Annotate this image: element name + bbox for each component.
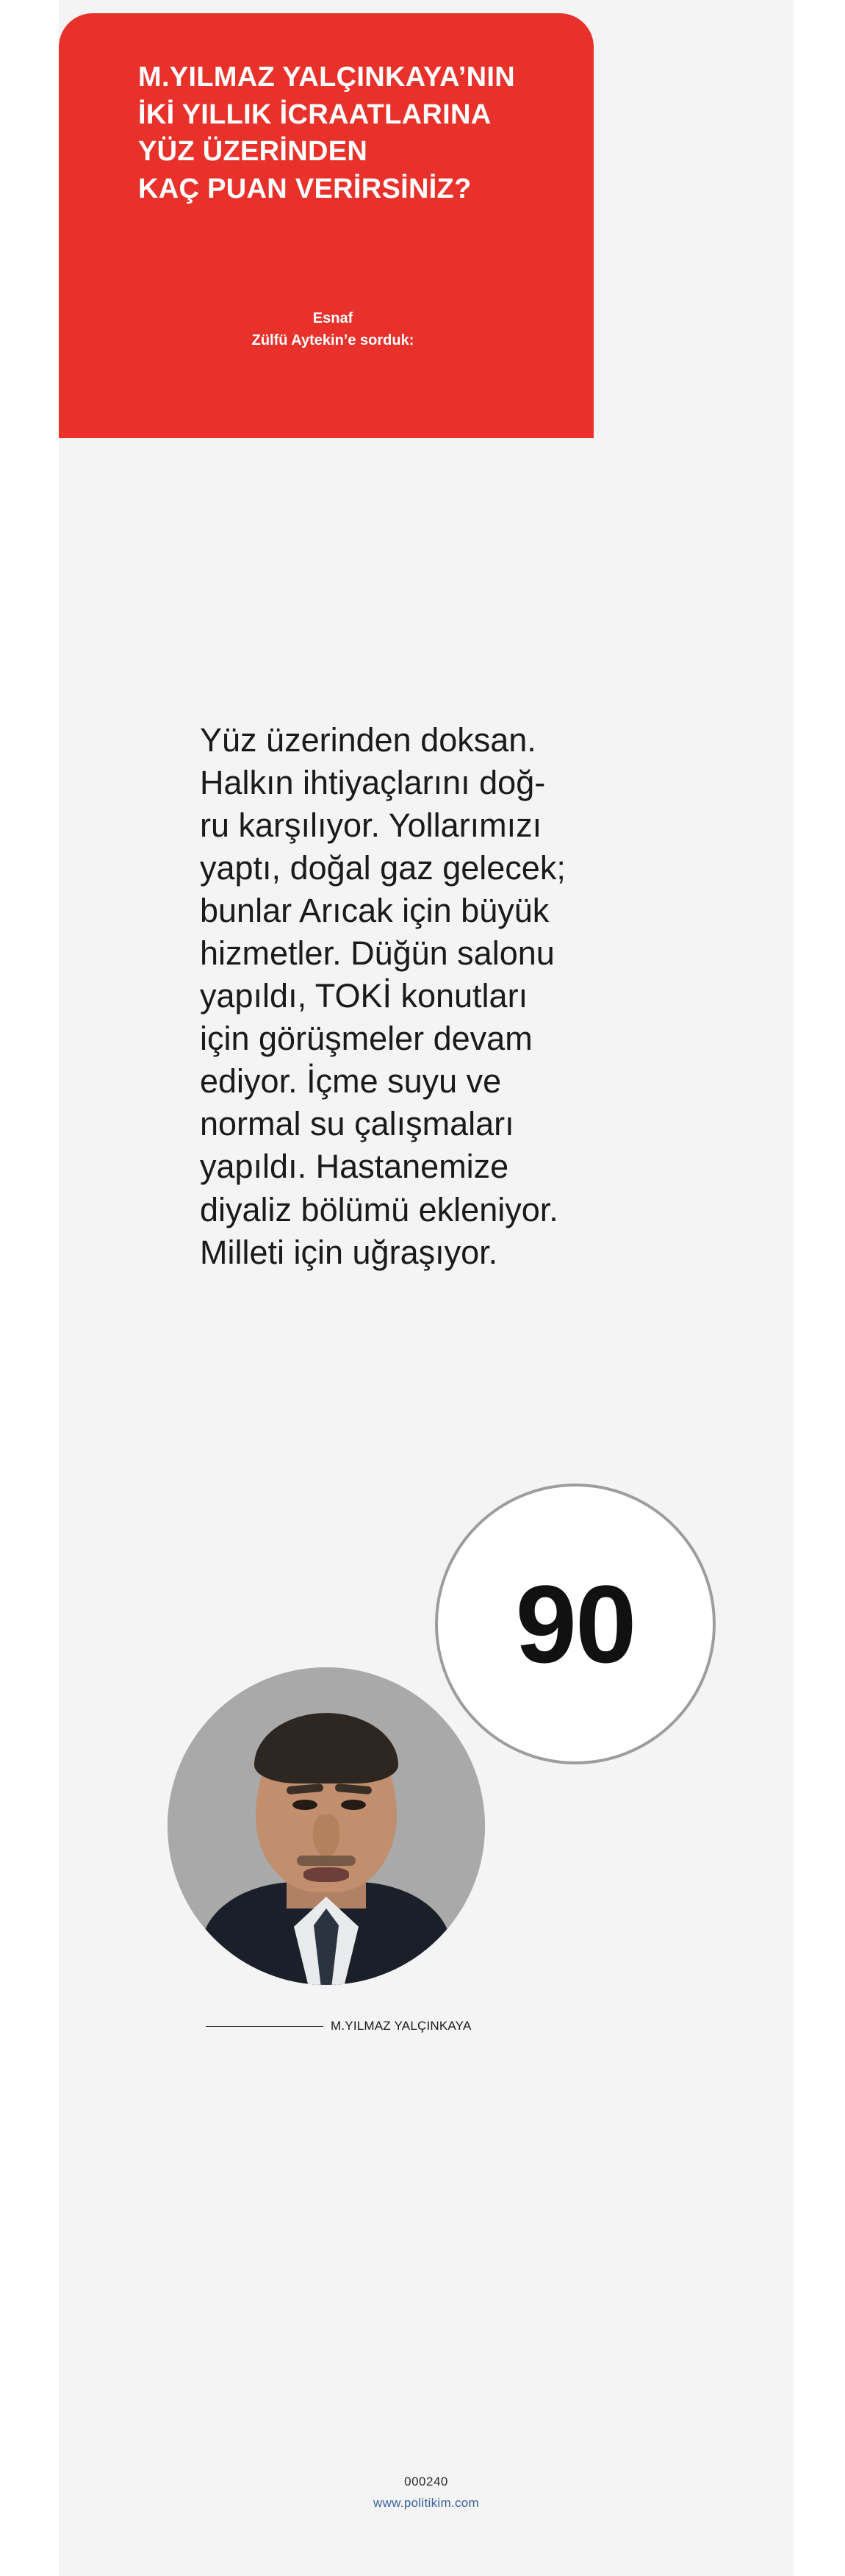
footer-code: 000240 (404, 2475, 448, 2489)
header-title-line-3: YÜZ ÜZERİNDEN (138, 136, 368, 168)
header-title-line-2: İKİ YILLIK İCRAATLARINA (138, 99, 492, 130)
portrait-eye-right (341, 1800, 366, 1810)
quote-line: yaptı, doğal gaz gelecek; (200, 849, 566, 887)
header-subtitle-line-2: Zülfü Aytekin’e sorduk: (251, 332, 414, 348)
footer (59, 2475, 794, 2511)
portrait-nose (313, 1814, 339, 1857)
quote-line: yapıldı. Hastanemize (200, 1148, 509, 1186)
header-banner (59, 13, 594, 438)
quote-line: yapıldı, TOKİ konutları (200, 977, 528, 1015)
quote-line: normal su çalışmaları (200, 1105, 514, 1143)
photo-caption-row (206, 2019, 558, 2033)
score-value: 90 (515, 1561, 636, 1686)
quote-line: Yüz üzerinden doksan. (200, 721, 536, 759)
portrait-eye-left (292, 1800, 317, 1810)
header-title (138, 59, 579, 207)
header-subtitle-line-1: Esnaf (312, 310, 353, 326)
quote-line: ru karşılıyor. Yollarımızı (200, 806, 542, 845)
portrait-moustache (297, 1856, 356, 1866)
score-badge (435, 1484, 716, 1764)
footer-website[interactable]: www.politikim.com (373, 2496, 479, 2510)
quote-line: diyaliz bölümü ekleniyor. (200, 1190, 558, 1228)
caption-rule (206, 2026, 323, 2027)
portrait-mouth (303, 1867, 349, 1882)
header-subtitle (138, 307, 528, 351)
quote-line: Halkın ihtiyaçlarını doğ- (200, 764, 546, 802)
quote-line: bunlar Arıcak için büyük (200, 892, 550, 930)
quote-line: Milleti için uğraşıyor. (200, 1233, 498, 1271)
quote-text (200, 719, 611, 1274)
header-title-line-4: KAÇ PUAN VERİRSİNİZ? (138, 173, 472, 204)
quote-line: için görüşmeler devam (200, 1020, 533, 1058)
quote-line: hizmetler. Düğün salonu (200, 934, 555, 973)
header-title-line-1: M.YILMAZ YALÇINKAYA’NIN (138, 62, 515, 93)
quote-line: ediyor. İçme suyu ve (200, 1062, 502, 1101)
photo-caption: M.YILMAZ YALÇINKAYA (331, 2019, 472, 2033)
